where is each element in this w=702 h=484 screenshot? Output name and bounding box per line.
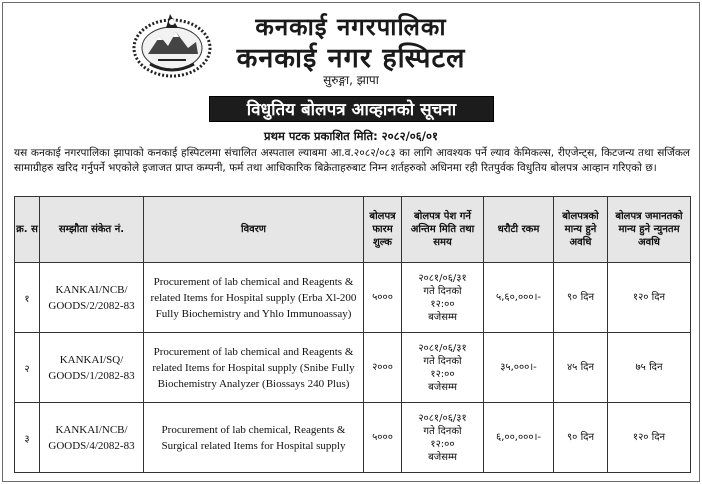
row-guarantee-validity: १२० दिन [608,263,691,333]
published-date: प्रथम पटक प्रकाशित मिति: २०८२/०६/०१ [264,129,438,143]
row-bid-validity: ४५ दिन [554,333,608,403]
row-guarantee-validity: १२० दिन [608,403,691,473]
row-ref: KANKAI/SQ/ GOODS/1/2082-83 [40,333,144,403]
deadline-until: बजेसम्म [428,311,457,323]
deadline-time: १२:०० [430,368,455,380]
header-desc: विवरण [144,197,364,263]
row-desc: Procurement of lab chemical, Reagents & Surgical related Items for Hospital supply [144,403,364,473]
tender-table [14,196,691,473]
deadline-date: २०८१/०६/३१ [418,412,467,424]
row-guarantee-validity: ७५ दिन [608,333,691,403]
row-serial: १ [15,263,40,333]
row-bid-validity: ९० दिन [554,263,608,333]
table-row [15,333,691,403]
row-desc: Procurement of lab chemical and Reagents & related Items for Hospital supply (Snibe Fully Biochemistry Analyzer (Biossays 240 Plus) [144,333,364,403]
row-deposit: ५,६०,०००।- [484,263,554,333]
row-deposit: ३५,०००।- [484,333,554,403]
row-serial: २ [15,333,40,403]
table-row [15,403,691,473]
deadline-time: १२:०० [430,298,455,310]
row-deadline [402,333,484,403]
header-serial: क्र. स [15,197,40,263]
deadline-until: बजेसम्म [428,381,457,393]
row-ref: KANKAI/NCB/ GOODS/2/2082-83 [40,263,144,333]
deadline-until: बजेसम्म [428,451,457,463]
header-deposit: धरौटी रकम [484,197,554,263]
deadline-day: गते दिनको [423,285,462,297]
table-row [15,263,691,333]
table-header-row [15,197,691,263]
deadline-day: गते दिनको [423,355,462,367]
row-fee: ५००० [364,403,402,473]
municipality-name: कनकाई नगरपालिका [255,13,447,41]
intro-paragraph: यस कनकाई नगरपालिका झापाको कनकाई हस्पिटलमा संचालित अस्पताल ल्याबमा आ.व.२०८२/०८३ का लागि आवश्यक पर्ने ल्याव केमिकल्स, रीएजेन्ट्स, किटजन्य तथा सर्जिकल सामाग्रीहरु खरिद गर्नुपर्ने भएकोले इजाजत प्राप्त कम्पनी, फर्म तथा आधिकारिक बिक्रेताहरुबाट निम्न शर्तहरुको अधिनमा रही रितपुर्वक विधुतिय बोलपत्र आव्हान गरिएको छ। [14,147,690,174]
deadline-day: गते दिनको [423,425,462,437]
row-bid-validity: ९० दिन [554,403,608,473]
row-fee: ५००० [364,263,402,333]
deadline-date: २०८१/०६/३१ [418,272,467,284]
notice-title: विधुतिय बोलपत्र आव्हानको सूचना [209,96,494,122]
row-deadline [402,403,484,473]
address: सुरुङ्गा, झापा [323,73,379,87]
row-ref: KANKAI/NCB/ GOODS/4/2082-83 [40,403,144,473]
row-deposit: ६,००,०००।- [484,403,554,473]
header-deadline: बोलपत्र पेश गर्ने अन्तिम मिति तथा समय [402,197,484,263]
deadline-date: २०८१/०६/३१ [418,342,467,354]
row-desc: Procurement of lab chemical and Reagents & related Items for Hospital supply (Erba Xl-200 Fully Biochemistry and Yhlo Immunoassay) [144,263,364,333]
hospital-name: कनकाई नगर हस्पिटल [236,43,466,74]
row-deadline [402,263,484,333]
header-fee: बोलपत्र फारम शुल्क [364,197,402,263]
header-guarantee-validity: बोलपत्र जमानतको मान्य हुने न्युनतम अवधि [608,197,691,263]
header-ref: सम्झौता संकेत नं. [40,197,144,263]
header-bid-validity: बोलपत्रको मान्य हुने अवधि [554,197,608,263]
row-fee: २००० [364,333,402,403]
deadline-time: १२:०० [430,438,455,450]
row-serial: ३ [15,403,40,473]
